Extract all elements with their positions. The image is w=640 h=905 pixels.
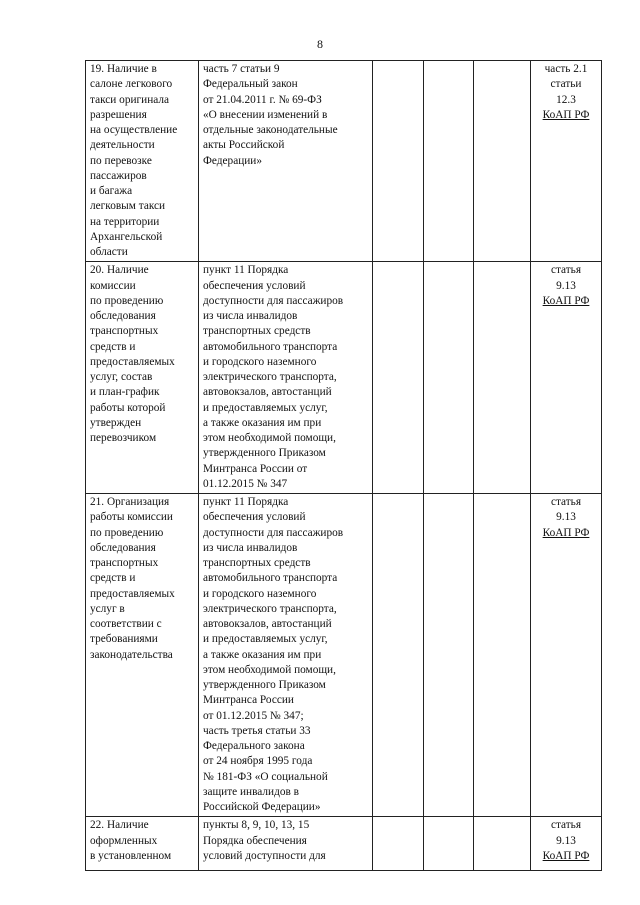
legal-basis-cell: пункт 11 Порядка обеспечения условий доступности для пассажиров из числа инвалидов транспортных средств автомобильного транспорта и городского наземного электрического транспорта, автовокзалов, автостанций и предоставляемых услуг, а также оказания им при этом необходимой помощи, утвержденного Приказом Минтранса России от 01.12.2015 № 347 — [199, 262, 373, 494]
answer-na-cell — [474, 817, 531, 871]
answer-yes-cell — [373, 817, 424, 871]
penalty-article: статья 9.13 — [550, 264, 582, 292]
page-number: 8 — [317, 37, 323, 51]
requirement-cell: 19. Наличие в салоне легкового такси оригинала разрешения на осуществление деятельности по перевозке пассажиров и багажа легковым такси на территории Архангельской области — [86, 61, 199, 262]
table-row — [86, 262, 602, 494]
requirements-table — [85, 60, 602, 871]
penalty-article: статья 9.13 — [550, 819, 582, 847]
legal-basis-cell: пункт 11 Порядка обеспечения условий доступности для пассажиров из числа инвалидов транспортных средств автомобильного транспорта и городского наземного электрического транспорта, автовокзалов, автостанций и предоставляемых услуг, а также оказания им при этом необходимой помощи, утвержденного Приказом Минтранса России от 01.12.2015 № 347; часть третья статьи 33 Федерального закона от 24 ноября 1995 года № 181-ФЗ «О социальной защите инвалидов в Российской Федерации» — [199, 494, 373, 817]
answer-yes-cell — [373, 494, 424, 817]
answer-na-cell — [474, 262, 531, 494]
table-row — [86, 61, 602, 262]
penalty-cell — [531, 262, 602, 494]
penalty-code: КоАП РФ — [542, 294, 590, 307]
answer-na-cell — [474, 494, 531, 817]
penalty-article: часть 2.1 статьи 12.3 — [544, 63, 588, 106]
penalty-article: статья 9.13 — [550, 496, 582, 524]
penalty-cell — [531, 61, 602, 262]
legal-basis-cell: пункты 8, 9, 10, 13, 15 Порядка обеспечения условий доступности для — [199, 817, 373, 871]
penalty-cell — [531, 817, 602, 871]
answer-no-cell — [424, 494, 474, 817]
answer-no-cell — [424, 61, 474, 262]
answer-yes-cell — [373, 262, 424, 494]
penalty-code: КоАП РФ — [542, 526, 590, 539]
answer-no-cell — [424, 262, 474, 494]
answer-no-cell — [424, 817, 474, 871]
requirement-cell: 20. Наличие комиссии по проведению обследования транспортных средств и предоставляемых услуг, состав и план-график работы которой утвержден перевозчиком — [86, 262, 199, 494]
requirement-cell: 21. Организация работы комиссии по проведению обследования транспортных средств и предоставляемых услуг в соответствии с требованиями законодательства — [86, 494, 199, 817]
penalty-cell — [531, 494, 602, 817]
answer-yes-cell — [373, 61, 424, 262]
table-row — [86, 817, 602, 871]
penalty-code: КоАП РФ — [542, 849, 590, 862]
penalty-code: КоАП РФ — [542, 108, 590, 121]
answer-na-cell — [474, 61, 531, 262]
table-row — [86, 494, 602, 817]
requirement-cell: 22. Наличие оформленных в установленном — [86, 817, 199, 871]
legal-basis-cell: часть 7 статьи 9 Федеральный закон от 21.04.2011 г. № 69-ФЗ «О внесении изменений в отдельные законодательные акты Российской Федерации» — [199, 61, 373, 262]
